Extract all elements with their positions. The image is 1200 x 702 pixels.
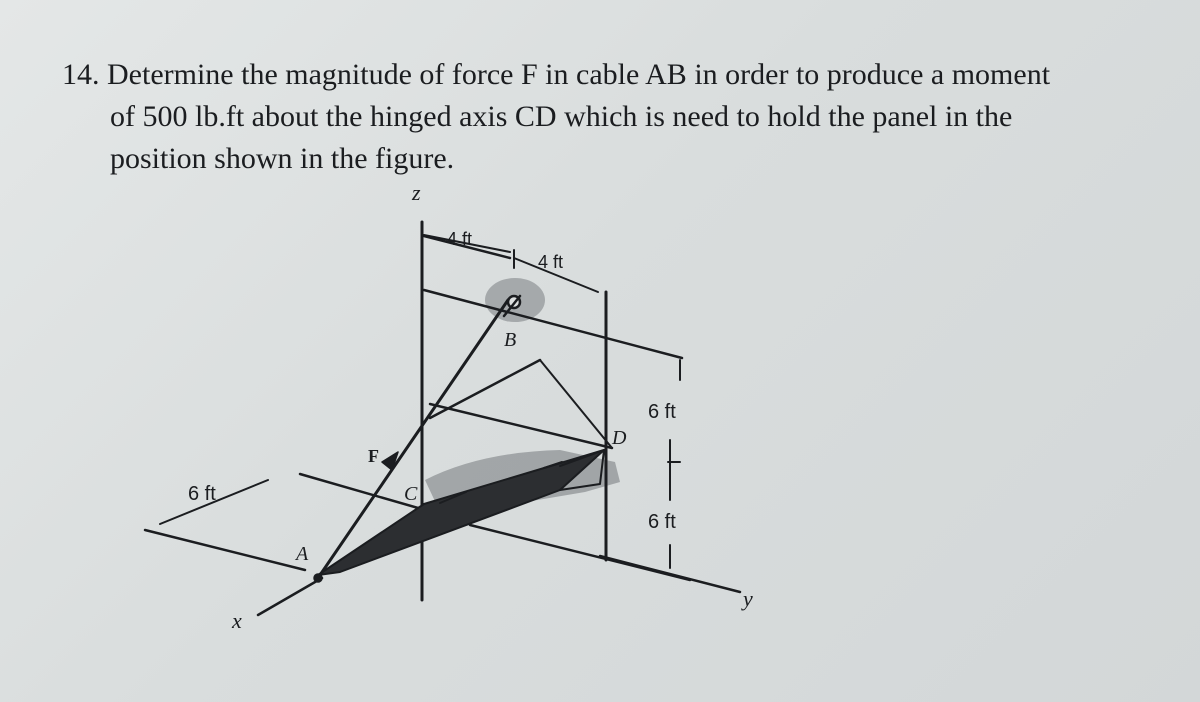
point-b-label: B bbox=[504, 329, 517, 351]
problem-line-2: of 500 lb.ft about the hinged axis CD which is need to hold the panel in the bbox=[110, 100, 1013, 133]
axis-y-label: y bbox=[743, 586, 753, 611]
wall-line-low bbox=[430, 404, 612, 448]
force-f-label: F bbox=[368, 446, 379, 466]
force-arrowhead bbox=[382, 452, 398, 470]
problem-line-3: position shown in the figure. bbox=[110, 142, 455, 175]
x-axis bbox=[258, 578, 322, 615]
axis-z-label: z bbox=[412, 180, 421, 205]
anchor-a bbox=[314, 574, 322, 582]
problem-text-1: Determine the magnitude of force F in cable AB in order to produce a moment bbox=[107, 58, 1051, 91]
point-a-label: A bbox=[296, 543, 309, 565]
dim-right-upper-label: 6 ft bbox=[648, 401, 676, 423]
axis-x-label: x bbox=[232, 608, 242, 633]
dim-left-label: 6 ft bbox=[188, 483, 216, 505]
dim-top-left-label: 4 ft bbox=[447, 229, 473, 249]
point-c-label: C bbox=[404, 483, 418, 505]
floor-line-lower bbox=[145, 530, 305, 570]
point-d-label: D bbox=[612, 427, 627, 449]
dim-right-lower-label: 6 ft bbox=[648, 511, 676, 533]
problem-number: 14. bbox=[62, 58, 100, 91]
wall-line-mid bbox=[424, 290, 682, 358]
dim-top-right-label: 4 ft bbox=[538, 252, 564, 272]
wall-diag bbox=[540, 360, 612, 448]
